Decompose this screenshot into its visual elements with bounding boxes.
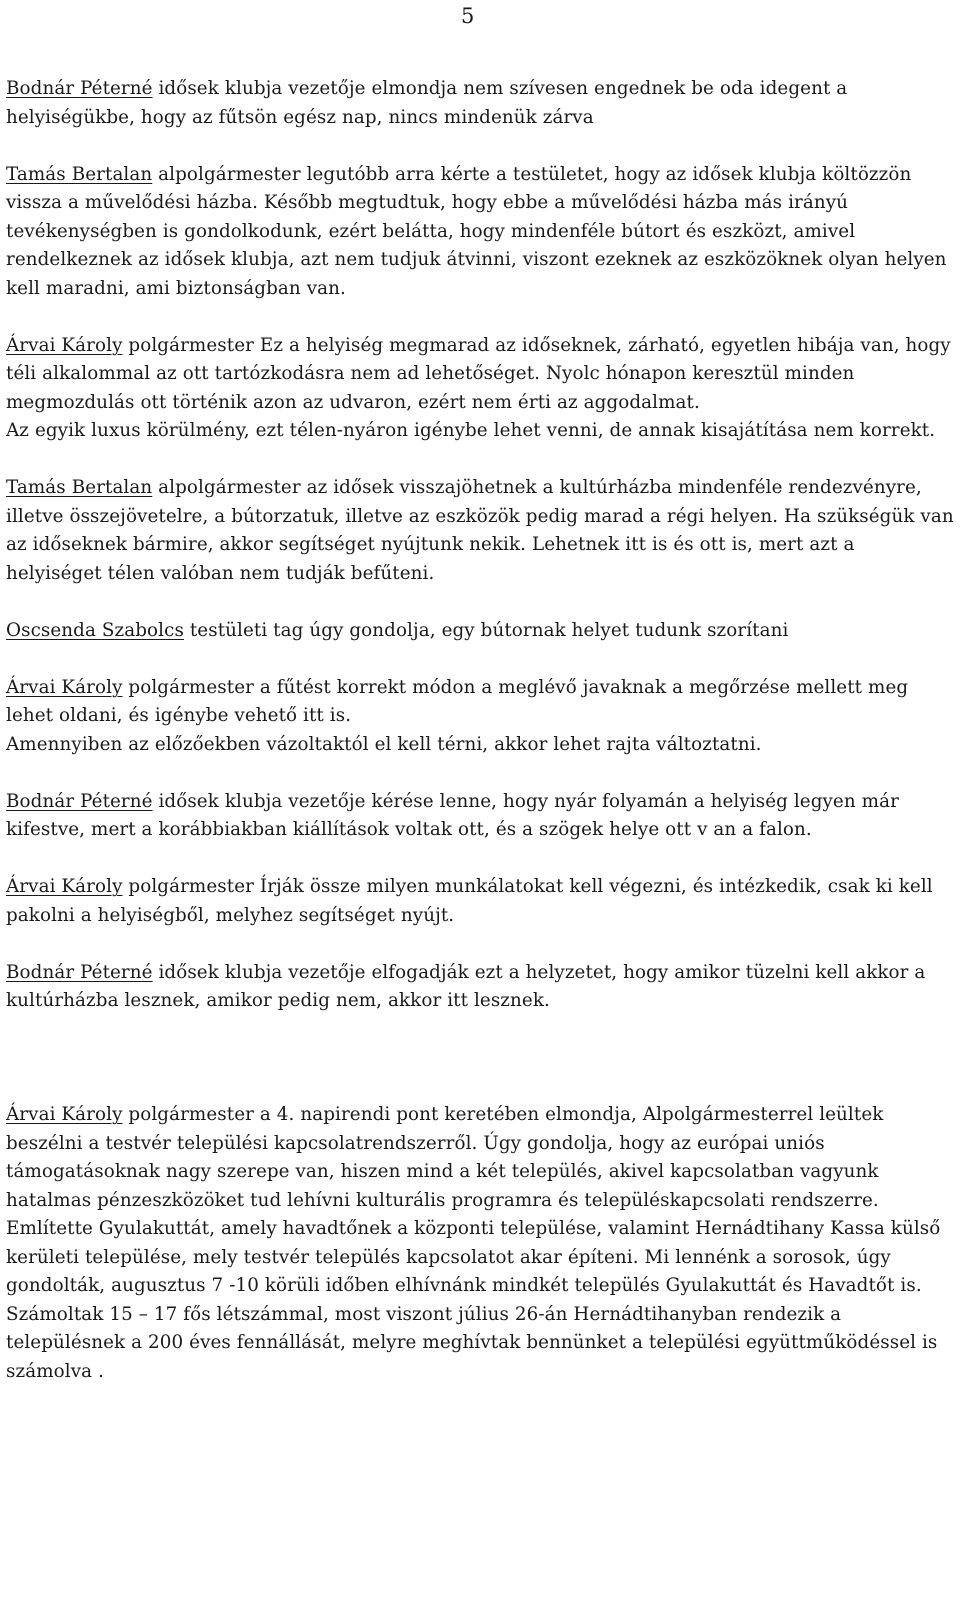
speaker-name: Bodnár Péterné xyxy=(6,961,153,983)
paragraph-text: idősek klubja vezetője elfogadják ezt a helyzetet, hogy amikor tüzelni kell akkor a kultúrházba lesznek, amikor pedig nem, akkor itt lesznek. xyxy=(6,961,926,1011)
paragraph xyxy=(6,674,954,731)
paragraph xyxy=(6,617,954,646)
paragraph xyxy=(6,332,954,418)
page-number: 5 xyxy=(461,4,475,28)
paragraph xyxy=(6,75,954,132)
paragraph xyxy=(6,161,954,304)
paragraph-text: polgármester Ez a helyiség megmarad az időseknek, zárható, egyetlen hibája van, hogy téli alkalommal az ott tartózkodásra nem ad lehetőséget. Nyolc hónapon keresztül minden megmozdulás ott történik azon az udvaron, ezért nem érti az aggodalmat. xyxy=(6,334,951,413)
speaker-name: Tamás Bertalan xyxy=(6,163,153,185)
paragraph-text: polgármester a fűtést korrekt módon a meglévő javaknak a megőrzése mellett meg lehet oldani, és igénybe vehető itt is. xyxy=(6,676,909,726)
paragraph-text: polgármester a 4. napirendi pont keretében elmondja, Alpolgármesterrel leültek beszélni a testvér települési kapcsolatrendszerről. Úgy gondolja, hogy az európai uniós támogatásoknak nagy szerepe van, hiszen mind a két település, akivel kapcsolatban vagyunk hatalmas pénzeszközöket tud lehívni kulturális programra és településkapcsolati rendszerre. Említette Gyulakuttát, amely havadtőnek a központi települése, valamint Hernádtihany Kassa külső kerületi települése, mely testvér település kapcsolatot akar építeni. Mi lennénk a sorosok, úgy gondolták, augusztus 7 -10 körüli időben elhívnánk mindkét település Gyulakuttát és Havadtőt is. Számoltak 15 – 17 fős létszámmal, most viszont július 26-án Hernádtihanyban rendezik a településnek a 200 éves fennállását, melyre meghívtak bennünket a települési együttműködéssel is számolva . xyxy=(6,1104,941,1382)
speaker-name: Bodnár Péterné xyxy=(6,78,153,99)
speaker-name: Tamás Bertalan xyxy=(6,477,153,498)
speaker-name: Bodnár Péterné xyxy=(6,790,153,812)
paragraph xyxy=(6,417,954,446)
paragraph-text: Amennyiben az előzőekben vázoltaktól el kell térni, akkor lehet rajta változtatni. xyxy=(6,733,762,755)
speaker-name: Oscsenda Szabolcs xyxy=(6,619,184,641)
paragraph xyxy=(6,1101,954,1386)
paragraph xyxy=(6,788,954,845)
paragraph-text: idősek klubja vezetője elmondja nem szívesen engednek be oda idegent a helyiségükbe, hogy az fűtsön egész nap, nincs mindenük zárva xyxy=(6,78,848,128)
paragraph-text: polgármester Írják össze milyen munkálatokat kell végezni, és intézkedik, csak ki kell pakolni a helyiségből, melyhez segítséget nyújt. xyxy=(6,876,933,926)
paragraph xyxy=(6,873,954,930)
speaker-name: Árvai Károly xyxy=(6,334,123,356)
paragraph-text: alpolgármester az idősek visszajöhetnek a kultúrházba mindenféle rendezvényre, illetve összejövetelre, a bútorzatuk, illetve az eszközök pedig marad a régi helyen. Ha szükségük van az időseknek bármire, akkor segítséget nyújtunk nekik. Lehetnek itt is és ott is, mert azt a helyiséget télen valóban nem tudják befűteni. xyxy=(6,477,954,584)
paragraph-text: Az egyik luxus körülmény, ezt télen-nyáron igénybe lehet venni, de annak kisajátítása nem korrekt. xyxy=(6,420,936,441)
paragraph xyxy=(6,474,954,588)
paragraph-text: alpolgármester legutóbb arra kérte a testületet, hogy az idősek klubja költözzön vissza a művelődési házba. Később megtudtuk, hogy ebbe a művelődési házba más irányú tevékenységben is gondolkodunk, ezért belátta, hogy mindenféle bútort és eszközt, amivel rendelkeznek az idősek klubja, azt nem tudjuk átvinni, viszont ezeknek az eszközöknek olyan helyen kell maradni, ami biztonságban van. xyxy=(6,163,947,299)
speaker-name: Árvai Károly xyxy=(6,676,123,698)
paragraph-text: testületi tag úgy gondolja, egy bútornak helyet tudunk szorítani xyxy=(183,619,789,641)
paragraph-text: idősek klubja vezetője kérése lenne, hogy nyár folyamán a helyiség legyen már kifestve, mert a korábbiakban kiállítások voltak ott, és a szögek helye ott v an a falon. xyxy=(6,790,899,840)
speaker-name: Árvai Károly xyxy=(6,876,123,897)
paragraph xyxy=(6,959,954,1016)
paragraph xyxy=(6,731,954,760)
document-body xyxy=(6,75,954,1386)
speaker-name: Árvai Károly xyxy=(6,1104,123,1125)
